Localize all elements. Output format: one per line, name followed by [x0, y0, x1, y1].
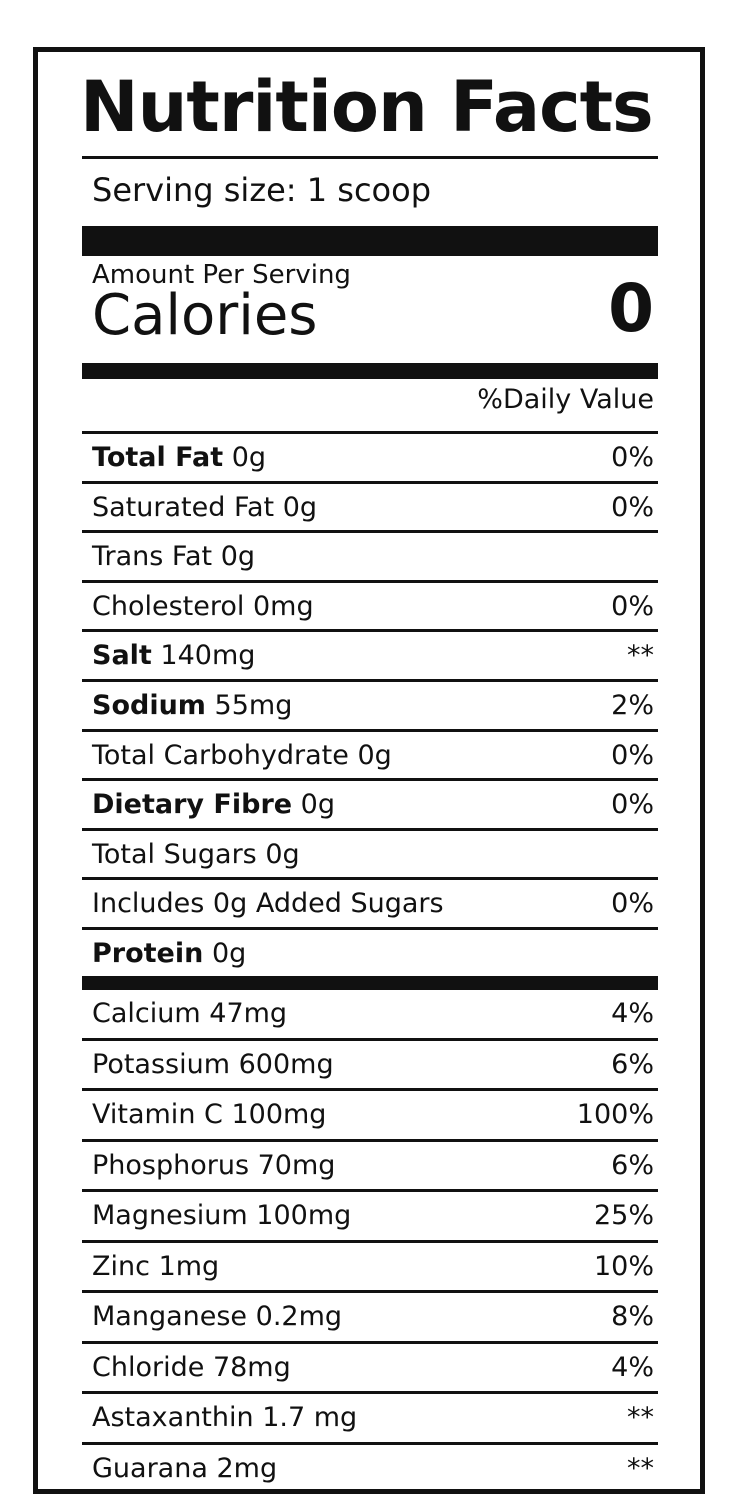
- nutrient-label: Potassium: [92, 1048, 231, 1080]
- daily-value-percent: 0%: [611, 888, 654, 920]
- nutrient-label: Cholesterol: [92, 590, 245, 622]
- nutrient-name: [92, 1202, 351, 1229]
- nutrient-name: [92, 739, 392, 771]
- daily-value-percent: **: [627, 1402, 654, 1433]
- nutrient-amount: 0g: [211, 938, 247, 969]
- nutrient-label: Saturated Fat: [92, 491, 275, 523]
- nutrient-label: Includes 0g Added Sugars: [92, 888, 444, 920]
- nutrient-row: [82, 1394, 658, 1440]
- nutrient-label: Total Carbohydrate: [92, 739, 349, 771]
- nutrient-name: [92, 838, 300, 870]
- nutrient-amount: 0g: [220, 541, 256, 573]
- nutrient-name: [92, 590, 314, 622]
- nutrient-row: [82, 732, 658, 778]
- nutrient-row: [82, 781, 658, 827]
- daily-value-percent: 0%: [611, 739, 654, 771]
- nutrient-label: Salt: [92, 640, 152, 672]
- nutrient-amount: 0g: [300, 789, 335, 821]
- calories-label: Calories: [92, 283, 318, 348]
- nutrient-row: [82, 1192, 658, 1238]
- nutrient-label: Zinc: [92, 1250, 150, 1282]
- nutrient-amount: 55mg: [214, 690, 293, 721]
- daily-value-percent: 2%: [611, 690, 654, 721]
- nutrient-amount: 1.7 mg: [262, 1402, 358, 1433]
- nutrient-row: [82, 632, 658, 678]
- daily-value-percent: 25%: [593, 1200, 654, 1231]
- serving-size: Serving size: 1 scoop: [92, 171, 432, 209]
- nutrient-name: [92, 1149, 336, 1181]
- nutrient-amount: 0g: [231, 442, 267, 473]
- nutrient-amount: 47mg: [209, 998, 288, 1029]
- daily-value-percent: **: [627, 640, 654, 672]
- nutrient-row: [82, 533, 658, 579]
- nutrient-amount: 78mg: [212, 1351, 291, 1383]
- calories-rule: [82, 363, 658, 379]
- nutrient-amount: 100mg: [231, 1099, 327, 1130]
- nutrient-name: [92, 789, 335, 821]
- nutrient-label: Magnesium: [92, 1200, 248, 1231]
- nutrient-row: [82, 880, 658, 926]
- daily-value-header: %Daily Value: [477, 384, 654, 415]
- nutrient-row: [82, 1041, 658, 1087]
- daily-value-percent: 10%: [593, 1250, 654, 1282]
- nutrient-row: [82, 1142, 658, 1188]
- title-rule: [82, 156, 658, 159]
- nutrient-name: [92, 1000, 287, 1027]
- nutrient-row: [82, 990, 658, 1036]
- nutrient-label: Astaxanthin: [92, 1402, 254, 1433]
- nutrient-amount: 0g: [357, 739, 392, 771]
- nutrient-amount: 140mg: [160, 640, 256, 672]
- nutrient-amount: 100mg: [256, 1200, 352, 1231]
- calories-value: 0: [608, 270, 654, 347]
- nutrient-row: [82, 1243, 658, 1289]
- nutrient-row: [82, 484, 658, 530]
- daily-value-percent: 100%: [576, 1099, 654, 1130]
- nutrient-row: [82, 682, 658, 728]
- nutrient-label: Protein: [92, 938, 204, 969]
- nutrient-amount: 0g: [282, 491, 318, 523]
- nutrient-row: [82, 583, 658, 629]
- label-title: Nutrition Facts: [80, 66, 653, 148]
- thick-rule: [82, 976, 658, 990]
- nutrient-row: [82, 1091, 658, 1137]
- nutrient-amount: 600mg: [238, 1048, 334, 1080]
- thick-rule: [82, 226, 658, 256]
- nutrient-name: [92, 1452, 278, 1484]
- nutrient-label: Phosphorus: [92, 1149, 250, 1181]
- nutrient-label: Calcium: [92, 998, 201, 1029]
- nutrient-row: [82, 930, 658, 976]
- daily-value-percent: 0%: [611, 491, 654, 523]
- nutrient-amount: 0mg: [252, 590, 314, 622]
- nutrient-name: [92, 1404, 357, 1431]
- nutrient-label: Vitamin C: [92, 1099, 223, 1130]
- nutrient-row: [82, 434, 658, 480]
- nutrient-name: [92, 1101, 326, 1128]
- nutrient-amount: 1mg: [158, 1250, 220, 1282]
- nutrient-name: [92, 888, 444, 920]
- nutrient-label: Total Sugars: [92, 838, 257, 870]
- daily-value-percent: 4%: [611, 1351, 654, 1383]
- daily-value-percent: 8%: [611, 1301, 654, 1332]
- nutrient-row: [82, 1293, 658, 1339]
- nutrient-label: Manganese: [92, 1301, 248, 1332]
- daily-value-percent: 6%: [611, 1048, 654, 1080]
- daily-value-percent: 6%: [611, 1149, 654, 1181]
- nutrient-name: [92, 692, 292, 719]
- nutrient-name: [92, 1250, 220, 1282]
- nutrient-name: [92, 444, 266, 471]
- nutrient-label: Dietary Fibre: [92, 789, 293, 821]
- daily-value-percent: 0%: [611, 590, 654, 622]
- daily-value-percent: 4%: [611, 998, 654, 1029]
- nutrient-name: [92, 1303, 342, 1330]
- nutrient-name: [92, 1048, 334, 1080]
- nutrient-name: [92, 940, 246, 967]
- nutrient-amount: 70mg: [257, 1149, 336, 1181]
- daily-value-percent: 0%: [611, 789, 654, 821]
- nutrient-label: Chloride: [92, 1351, 205, 1383]
- nutrient-label: Total Fat: [92, 442, 224, 473]
- nutrient-name: [92, 1351, 291, 1383]
- daily-value-percent: **: [627, 1452, 654, 1484]
- amount-per-serving: Amount Per Serving: [92, 260, 351, 290]
- nutrient-row: [82, 1445, 658, 1491]
- nutrient-amount: 0g: [265, 838, 300, 870]
- nutrient-row: [82, 831, 658, 877]
- nutrient-label: Trans Fat: [92, 541, 213, 573]
- nutrient-label: Guarana: [92, 1452, 208, 1484]
- nutrient-name: [92, 541, 256, 573]
- nutrient-row: [82, 1344, 658, 1390]
- nutrition-label: [33, 47, 705, 1494]
- daily-value-percent: 0%: [611, 442, 654, 473]
- nutrient-label: Sodium: [92, 690, 206, 721]
- nutrient-amount: 2mg: [216, 1452, 278, 1484]
- nutrient-amount: 0.2mg: [255, 1301, 343, 1332]
- nutrient-name: [92, 491, 318, 523]
- nutrient-name: [92, 640, 256, 672]
